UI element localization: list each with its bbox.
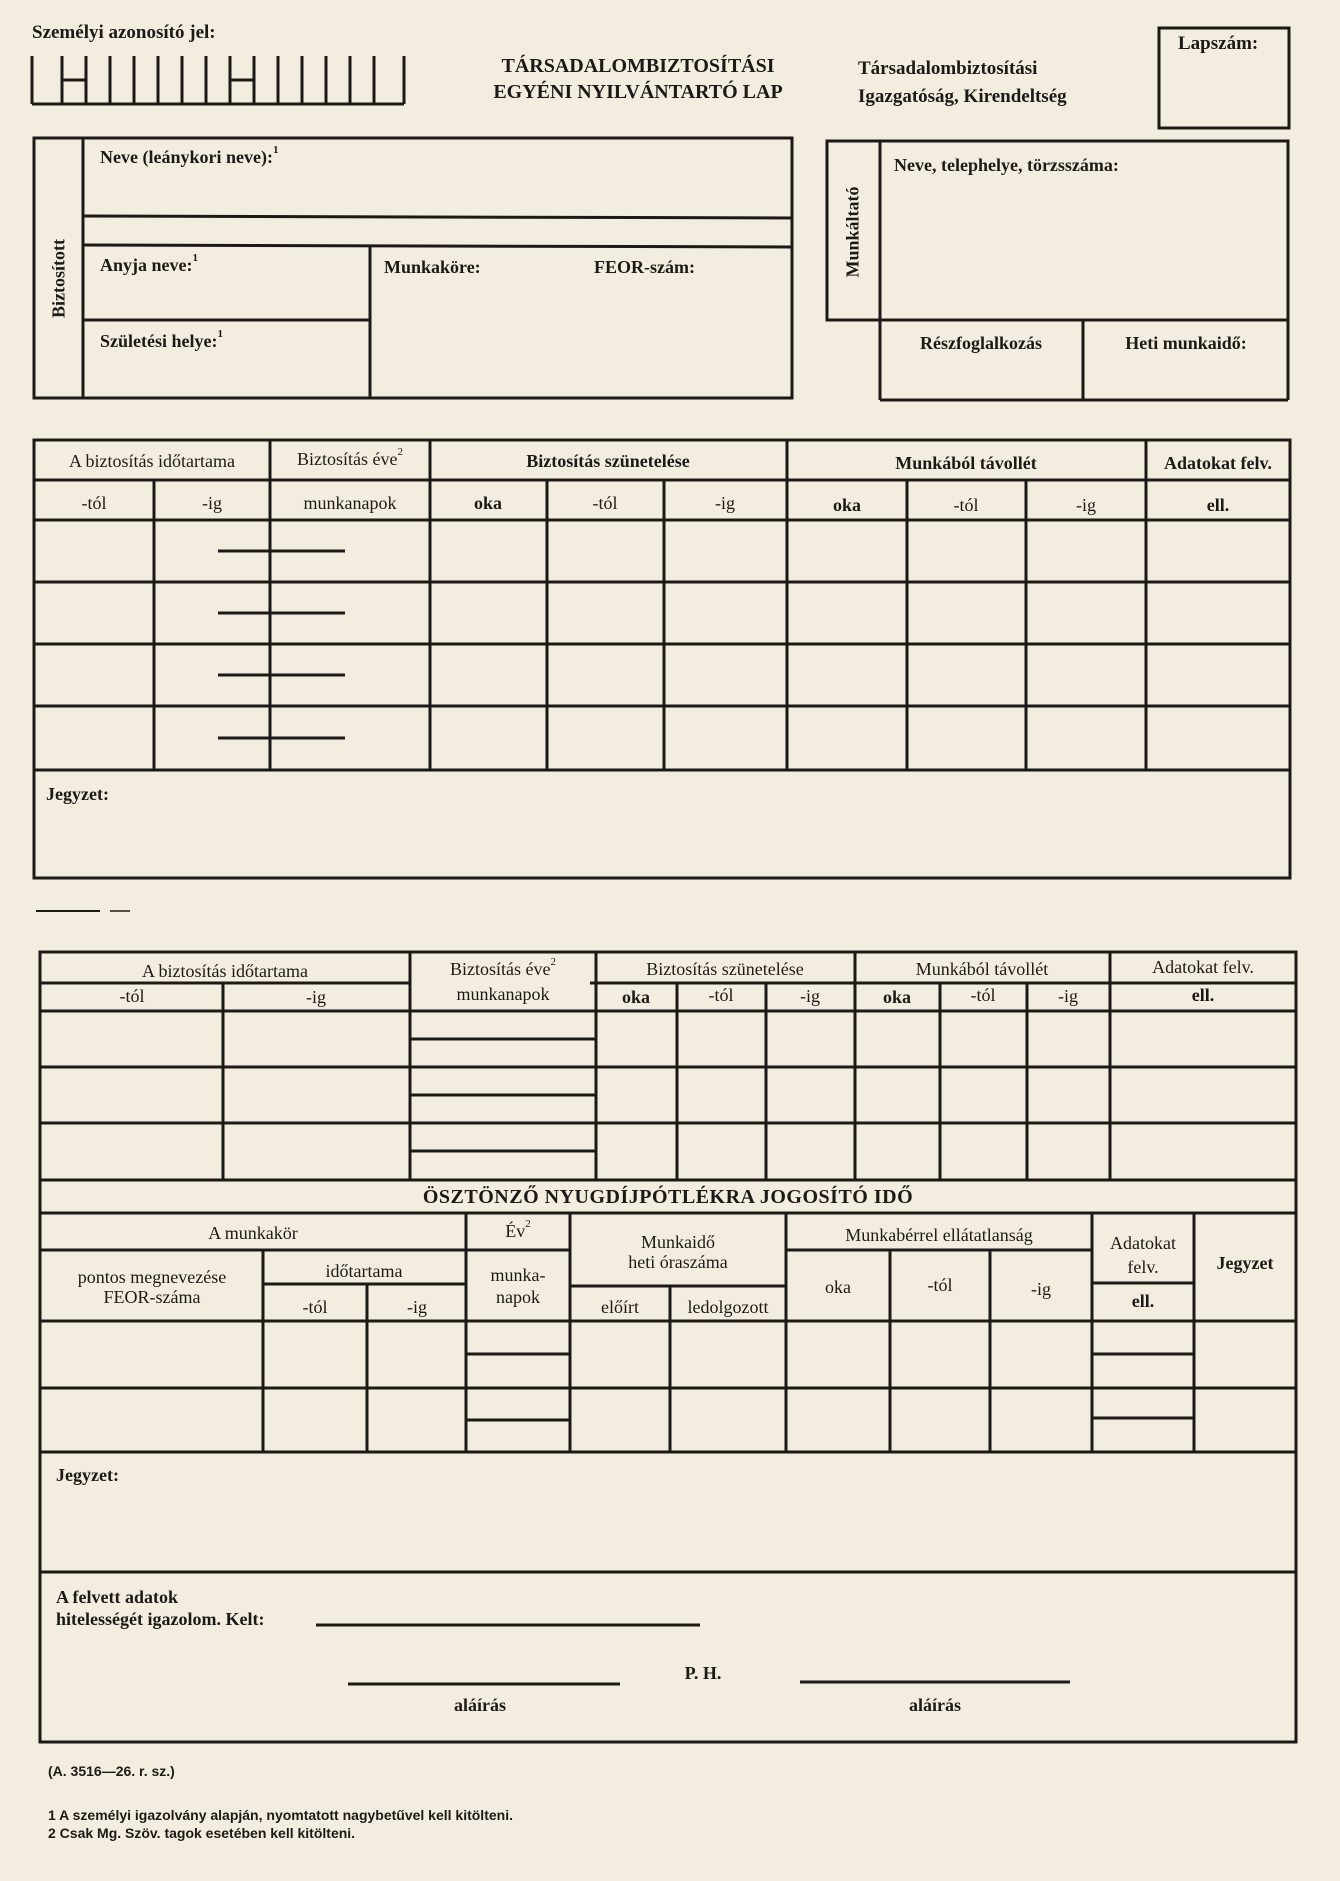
part-time-input[interactable] [882, 356, 1081, 398]
pension-workdays-1: munka- [490, 1265, 546, 1285]
t1-sub-absence-from: -tól [953, 495, 979, 515]
mother-name-label [100, 252, 198, 275]
certify-line2: hitelességét igazolom. Kelt: [56, 1609, 265, 1629]
t1-group-year-text: Biztosítás éve [297, 449, 398, 469]
form-code: (A. 3516—26. r. sz.) [48, 1763, 175, 1779]
stamp-label: P. H. [684, 1663, 722, 1683]
footnote-1-mark: 1 [217, 328, 223, 340]
date-input[interactable] [316, 1604, 700, 1624]
footnote-1: 1 A személyi igazolvány alapján, nyomtatott nagybetűvel kell kitölteni. [48, 1807, 513, 1823]
t2-group-year-text: Biztosítás éve [450, 959, 551, 979]
footnote-2: 2 Csak Mg. Szöv. tagok esetében kell kitölteni. [48, 1825, 356, 1841]
t2-sub-suspension-reason: oka [621, 987, 651, 1007]
job-feor-input[interactable] [372, 282, 790, 396]
signature-1-input[interactable] [348, 1660, 620, 1682]
pension-hours-2: heti óraszáma [628, 1252, 728, 1272]
insured-name-text: Neve (leánykori neve): [100, 147, 273, 167]
t2-sub-suspension-to: -ig [800, 986, 820, 1006]
weekly-hours-label: Heti munkaidő: [1125, 333, 1247, 353]
t1-note-label: Jegyzet: [46, 784, 109, 804]
t2-sub-absence-from: -tól [970, 985, 996, 1005]
pension-note-header: Jegyzet [1216, 1253, 1274, 1273]
pension-unpaid: Munkabérrel ellátatlanság [845, 1225, 1033, 1245]
pension-job-feor: FEOR-száma [103, 1287, 201, 1307]
pension-year-text: Év [505, 1221, 526, 1241]
insured-side-label: Biztosított [48, 239, 69, 318]
pension-section-title: ÖSZTÖNZŐ NYUGDÍJPÓTLÉKRA JOGOSÍTÓ IDŐ [422, 1186, 914, 1208]
feor-number-label: FEOR-szám: [594, 257, 695, 277]
footnote-1-mark: 1 [192, 252, 198, 264]
employer-side-label: Munkáltató [842, 186, 863, 278]
t2-sub-from: -tól [119, 986, 145, 1006]
id-number-input[interactable] [32, 56, 404, 104]
pension-hours-1: Munkaidő [641, 1232, 715, 1252]
pension-unpaid-reason: oka [825, 1277, 851, 1297]
t2-sub-checked: ell. [1191, 985, 1215, 1005]
t1-sub-absence-reason: oka [832, 495, 862, 515]
t2-sub-to: -ig [306, 987, 326, 1007]
t1-group-year [297, 446, 403, 469]
t1-note-input[interactable] [36, 805, 1288, 875]
footnote-2-mark: 2 [550, 956, 556, 968]
insured-name-input[interactable] [86, 172, 790, 216]
office-line1: Társadalombiztosítási [858, 58, 1038, 79]
insured-name-label [100, 144, 279, 167]
pension-recorded-1: Adatokat [1110, 1233, 1176, 1253]
birthplace-label [100, 328, 223, 351]
t1-sub-from: -tól [81, 493, 107, 513]
job-title-label: Munkaköre: [384, 257, 481, 277]
pension-job-name: pontos megnevezése [77, 1267, 227, 1287]
pension-unpaid-to: -ig [1031, 1279, 1051, 1299]
pension-to: -ig [407, 1297, 427, 1317]
t1-sub-suspension-reason: oka [473, 493, 503, 513]
pension-note-label: Jegyzet: [56, 1465, 119, 1485]
pension-prescribed: előírt [601, 1297, 639, 1317]
pension-note-input[interactable] [42, 1488, 1294, 1570]
footnote-2-mark: 2 [397, 446, 403, 458]
table2-data-rows[interactable] [42, 1013, 1294, 1178]
pension-workdays-2: napok [496, 1287, 540, 1307]
signature-2-input[interactable] [800, 1658, 1070, 1680]
t1-sub-checked: ell. [1206, 495, 1230, 515]
employer-name-label: Neve, telephelye, törzsszáma: [894, 155, 1119, 175]
pension-worked: ledolgozott [687, 1297, 769, 1317]
footnote-2-mark: 2 [525, 1218, 531, 1230]
office-line2: Igazgatóság, Kirendeltség [858, 86, 1067, 107]
pension-duration: időtartama [325, 1261, 403, 1281]
employer-name-input[interactable] [882, 180, 1286, 318]
t2-group-year [450, 956, 556, 979]
mother-name-text: Anyja neve: [100, 255, 193, 275]
t1-group-suspension: Biztosítás szünetelése [526, 451, 690, 471]
t2-group-duration: A biztosítás időtartama [142, 961, 308, 981]
t2-sub-absence-to: -ig [1058, 986, 1078, 1006]
weekly-hours-input[interactable] [1085, 356, 1286, 398]
t1-sub-to: -ig [202, 493, 222, 513]
pension-data-rows[interactable] [42, 1323, 1294, 1450]
signature-1-label: aláírás [454, 1695, 506, 1715]
t1-group-recorded: Adatokat felv. [1164, 453, 1272, 473]
t2-sub-suspension-from: -tól [708, 985, 734, 1005]
pension-recorded-2: felv. [1127, 1257, 1159, 1277]
form-title-line1: TÁRSADALOMBIZTOSÍTÁSI [501, 55, 775, 77]
t1-sub-suspension-to: -ig [715, 493, 735, 513]
t2-group-workdays: munkanapok [456, 984, 550, 1004]
t2-group-recorded: Adatokat felv. [1152, 957, 1254, 977]
t1-sub-absence-to: -ig [1076, 495, 1096, 515]
t1-group-duration: A biztosítás időtartama [69, 451, 235, 471]
insured-name-extra-input[interactable] [86, 220, 790, 244]
t1-group-absence: Munkából távollét [895, 453, 1037, 473]
mother-name-input[interactable] [86, 280, 368, 318]
table1-data-rows[interactable] [36, 522, 1288, 768]
signature-2-label: aláírás [909, 1695, 961, 1715]
birthplace-text: Születési helye: [100, 331, 218, 351]
sheet-number-label: Lapszám: [1178, 33, 1259, 54]
t1-sub-suspension-from: -tól [592, 493, 618, 513]
id-number-label: Személyi azonosító jel: [32, 22, 216, 43]
pension-job-group: A munkakör [208, 1223, 298, 1243]
pension-checked: ell. [1131, 1291, 1155, 1311]
t2-sub-absence-reason: oka [882, 987, 912, 1007]
certify-line1: A felvett adatok [56, 1587, 178, 1607]
birthplace-input[interactable] [86, 356, 368, 396]
sheet-number-input[interactable] [1162, 58, 1286, 126]
t2-group-suspension: Biztosítás szünetelése [646, 959, 804, 979]
pension-year [505, 1218, 531, 1241]
part-time-label: Részfoglalkozás [920, 333, 1042, 353]
footnote-1-mark: 1 [272, 144, 279, 156]
pension-unpaid-from: -tól [927, 1275, 953, 1295]
pension-from: -tól [302, 1297, 328, 1317]
t2-group-absence: Munkából távollét [915, 959, 1049, 979]
t1-sub-workdays: munkanapok [303, 493, 397, 513]
form-title-line2: EGYÉNI NYILVÁNTARTÓ LAP [493, 81, 783, 103]
